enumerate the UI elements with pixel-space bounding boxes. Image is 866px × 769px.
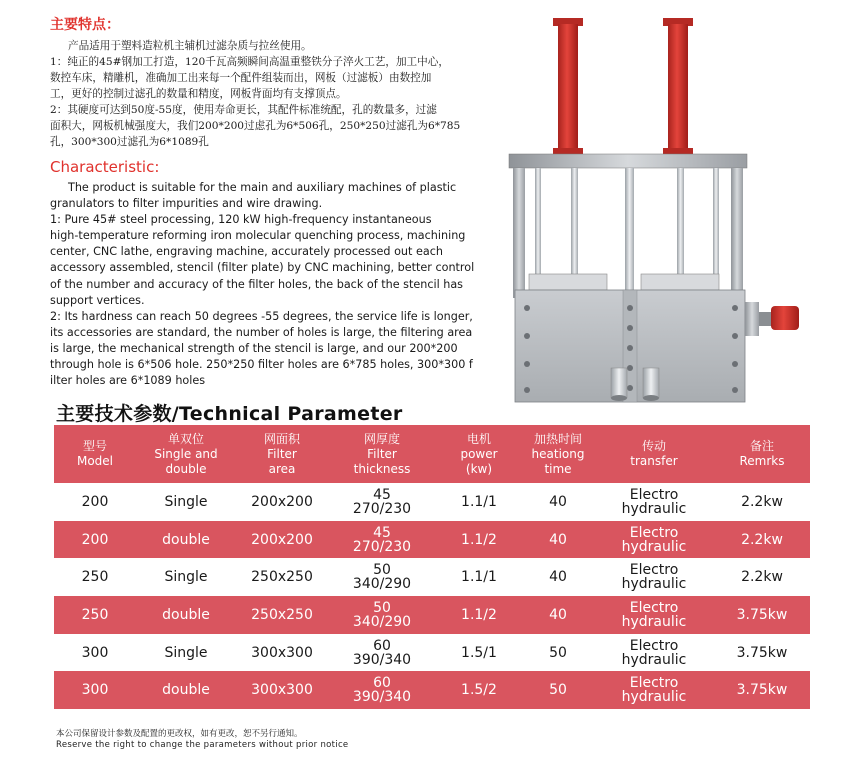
parameter-table — [54, 425, 810, 709]
model-cell: 250 — [81, 606, 109, 623]
screen-changer-image — [505, 12, 805, 404]
remark-cell: 3.75kw — [736, 606, 788, 623]
en-line: is large, the mechanical strength of the stencil is large, and our 200*200 — [50, 341, 458, 355]
en-line: The product is suitable for the main and auxiliary machines of plastic — [68, 181, 457, 194]
cn-line: 1：纯正的45#钢加工打造，120千瓦高频瞬间高温重整铁分子淬火工艺，加工中心， — [50, 56, 449, 68]
area-cell: 200x200 — [251, 493, 313, 510]
time-cell: 50 — [549, 644, 567, 661]
time-cell: 40 — [549, 493, 567, 510]
power-cell: 1.1/1 — [461, 493, 497, 510]
area-cell: 250x250 — [251, 569, 313, 586]
en-line: 1: Pure 45# steel processing, 120 kW high-frequency instantaneous — [50, 213, 432, 227]
area-cell: 250x250 — [251, 606, 313, 623]
heading-cn: 主要特点： — [50, 17, 120, 33]
remark-cell: 3.75kw — [736, 644, 788, 661]
parameter-title: 主要技术参数/Technical Parameter — [56, 403, 403, 425]
cn-line: 孔，300*300过滤孔为6*1089孔 — [50, 136, 209, 148]
en-line: granulators to filter impurities and wire drawing. — [50, 197, 323, 211]
type-cell: Single — [164, 644, 208, 661]
remark-cell: 2.2kw — [741, 569, 783, 586]
table-row — [54, 671, 810, 709]
thickness-cell: 60 390/340 — [352, 675, 412, 706]
time-cell: 40 — [549, 531, 567, 548]
en-line: center, CNC lathe, engraving machine, accurately processed out each — [50, 245, 443, 259]
power-cell: 1.5/2 — [461, 682, 497, 699]
header-cell: 备注 Remrks — [739, 439, 785, 468]
type-cell: double — [162, 682, 210, 699]
table-row — [54, 483, 810, 521]
remark-cell: 2.2kw — [741, 493, 783, 510]
en-line: ilter holes are 6*1089 holes — [50, 374, 206, 388]
type-cell: double — [162, 531, 210, 548]
header-cell: 电机 power (kw) — [460, 431, 498, 476]
features-cn — [50, 38, 520, 150]
table-row — [54, 596, 810, 634]
power-cell: 1.1/2 — [461, 531, 497, 548]
cn-line: 工，更好的控制过滤孔的数量和精度，网板背面均有支撑顶点。 — [50, 88, 347, 100]
thickness-cell: 50 340/290 — [352, 599, 412, 630]
thickness-cell: 45 270/230 — [352, 486, 412, 517]
table-row — [54, 634, 810, 672]
model-cell: 300 — [81, 682, 109, 699]
table-header — [54, 425, 810, 483]
cn-line: 产品适用于塑料造粒机主辅机过滤杂质与拉丝使用。 — [68, 40, 312, 52]
cn-line: 面积大，网板机械强度大，我们200*200过虑孔为6*506孔，250*250过滤孔为6*785 — [50, 120, 461, 132]
power-cell: 1.5/1 — [461, 644, 497, 661]
heading-en: Characteristic: — [50, 158, 160, 176]
model-cell: 200 — [81, 493, 109, 510]
type-cell: Single — [164, 493, 208, 510]
header-cell: 加热时间 heationg time — [531, 431, 585, 476]
footer-note-en: Reserve the right to change the parameters without prior notice — [56, 740, 349, 750]
cn-line: 2：其硬度可达到50度-55度，使用寿命更长，其配件标准统配，孔的数量多，过滤 — [50, 104, 437, 116]
thickness-cell: 50 340/290 — [352, 562, 412, 593]
en-line: accessory assembled, stencil (filter plate) by CNC machining, better control — [50, 261, 475, 275]
area-cell: 300x300 — [251, 682, 313, 699]
table-row — [54, 558, 810, 596]
footer-note-cn: 本公司保留设计参数及配置的更改权，如有更改，恕不另行通知。 — [56, 729, 303, 739]
thickness-cell: 60 390/340 — [352, 637, 412, 668]
transfer-cell: Electro hydraulic — [621, 562, 687, 593]
time-cell: 40 — [549, 569, 567, 586]
time-cell: 40 — [549, 606, 567, 623]
type-cell: double — [162, 606, 210, 623]
en-line: its accessories are standard, the number of holes is large, the filtering area — [50, 325, 473, 339]
table-row — [54, 521, 810, 559]
en-line: high-temperature reforming iron molecular quenching process, machining — [50, 229, 466, 243]
header-cell: 单双位 Single and double — [154, 431, 218, 476]
model-cell: 250 — [81, 569, 109, 586]
header-cell: 网面积 Filter area — [263, 431, 300, 476]
en-line: 2: Its hardness can reach 50 degrees -55 degrees, the service life is longer, — [50, 309, 473, 323]
en-line: through hole is 6*506 hole. 250*250 filter holes are 6*785 holes, 300*300 f — [50, 358, 473, 372]
en-line: of the number and accuracy of the filter holes, the back of the stencil has — [50, 277, 464, 291]
header-cell: 网厚度 Filter thickness — [353, 431, 411, 476]
area-cell: 300x300 — [251, 644, 313, 661]
header-cell: 传动 transfer — [630, 439, 678, 468]
model-cell: 200 — [81, 531, 109, 548]
transfer-cell: Electro hydraulic — [621, 599, 687, 630]
model-cell: 300 — [81, 644, 109, 661]
en-line: support vertices. — [50, 293, 145, 307]
remark-cell: 3.75kw — [736, 682, 788, 699]
transfer-cell: Electro hydraulic — [621, 675, 687, 706]
power-cell: 1.1/1 — [461, 569, 497, 586]
power-cell: 1.1/2 — [461, 606, 497, 623]
cn-line: 数控车床，精雕机，准确加工出来每一个配件组装而出，网板（过滤板）由数控加 — [50, 72, 432, 84]
type-cell: Single — [164, 569, 208, 586]
time-cell: 50 — [549, 682, 567, 699]
features-en — [50, 180, 505, 389]
transfer-cell: Electro hydraulic — [621, 486, 687, 517]
header-cell: 型号 Model — [76, 439, 114, 468]
remark-cell: 2.2kw — [741, 531, 783, 548]
transfer-cell: Electro hydraulic — [621, 637, 687, 668]
transfer-cell: Electro hydraulic — [621, 524, 687, 555]
thickness-cell: 45 270/230 — [352, 524, 412, 555]
area-cell: 200x200 — [251, 531, 313, 548]
